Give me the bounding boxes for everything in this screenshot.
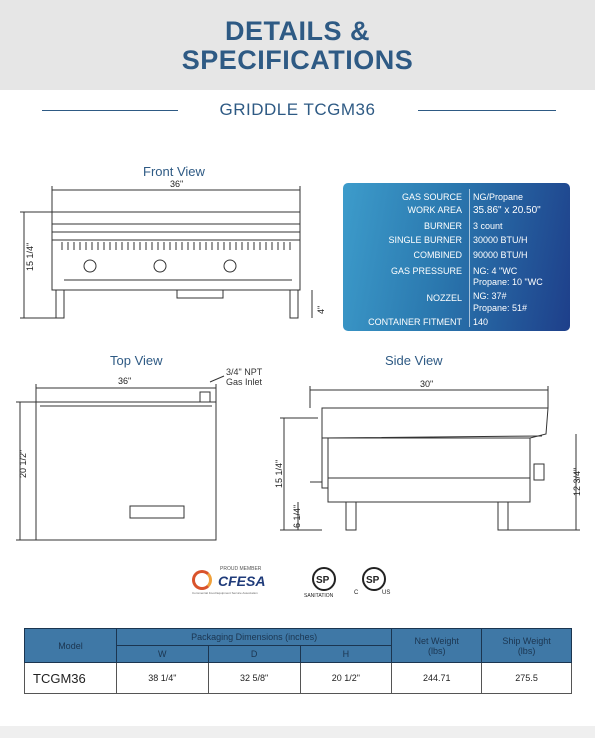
csa-c-mark: C [354, 590, 359, 596]
side-height-right-dim: 12 3/4" [572, 467, 582, 496]
csa-us-logo [354, 566, 394, 600]
footer-band [0, 726, 595, 738]
spec-label-work-area: WORK AREA [407, 205, 462, 215]
side-view-label: Side View [385, 353, 443, 368]
spec-label-nozzel: NOZZEL [426, 293, 462, 303]
cell-h: 20 1/2" [300, 663, 392, 694]
spec-value-single-burner: 30000 BTU/H [473, 235, 528, 245]
cfesa-swirl-icon [192, 570, 212, 590]
header-net-weight-line2: (lbs) [427, 645, 446, 656]
side-view-drawing [262, 378, 590, 544]
table-header-row [25, 629, 572, 646]
spec-label-single-burner: SINGLE BURNER [388, 235, 462, 245]
spec-value-gas-pressure-propane: Propane: 10 "WC [473, 277, 543, 287]
top-depth-dim: 20 1/2" [18, 449, 28, 478]
top-view-label: Top View [110, 353, 163, 368]
spec-label-burner: BURNER [423, 221, 462, 231]
subtitle-prefix: GRIDDLE T [219, 100, 315, 119]
front-view-label: Front View [143, 164, 205, 179]
top-view-drawing [10, 372, 232, 544]
spec-panel [343, 183, 570, 331]
cell-model: TCGM36 [25, 663, 117, 694]
spec-value-gas-source: NG/Propane [473, 192, 524, 202]
spec-value-combined: 90000 BTU/H [473, 250, 528, 260]
cfesa-tagline: Commercial Food Equipment Service Association [192, 591, 258, 595]
spec-value-nozzel-propane: Propane: 51# [473, 303, 528, 313]
cfesa-proud-member: PROUD MEMBER [220, 566, 262, 572]
cfesa-wordmark: CFESA [218, 573, 266, 589]
cfesa-logo [192, 566, 292, 598]
front-leg-dim: 4" [316, 305, 326, 314]
header-model: Model [25, 629, 117, 663]
header-ship-weight [482, 629, 572, 663]
spec-value-burner: 3 count [473, 221, 503, 231]
header-packaging: Packaging Dimensions (inches) [116, 629, 391, 646]
cell-ship-weight: 275.5 [482, 663, 572, 694]
header-net-weight [392, 629, 482, 663]
spec-label-combined: COMBINED [413, 250, 462, 260]
table-row [25, 663, 572, 694]
spec-value-nozzel-ng: NG: 37# [473, 291, 507, 301]
header-net-weight-line1: Net Weight [414, 635, 459, 646]
front-width-dim: 36" [170, 180, 184, 189]
side-leg-dim: 6 1/4" [292, 504, 302, 528]
packaging-table [24, 628, 572, 694]
side-height-dim: 15 1/4" [274, 459, 284, 488]
header-ship-weight-line2: (lbs) [517, 645, 536, 656]
spec-label-container-fitment: CONTAINER FITMENT [368, 317, 462, 327]
subtitle-model: CGM36 [314, 100, 376, 119]
top-width-dim: 36" [118, 376, 132, 386]
csa-us-mark: US [382, 590, 391, 596]
page-title-line2: SPECIFICATIONS [181, 45, 414, 75]
header-d: D [208, 646, 300, 663]
header-ship-weight-line1: Ship Weight [502, 635, 551, 646]
spec-divider [469, 189, 470, 327]
cell-d: 32 5/8" [208, 663, 300, 694]
page-title-line1: DETAILS & [225, 16, 370, 46]
front-view-drawing [12, 180, 342, 330]
spec-value-container-fitment: 140 [473, 317, 489, 327]
front-height-dim: 15 1/4" [25, 242, 35, 271]
csa-sanitation-label: SANITATION [304, 593, 334, 599]
header-h: H [300, 646, 392, 663]
svg-text:SP: SP [316, 575, 330, 586]
gas-inlet-label: Gas Inlet [226, 377, 263, 387]
cell-w: 38 1/4" [116, 663, 208, 694]
side-depth-dim: 30" [420, 379, 434, 389]
csa-us-icon [358, 566, 390, 592]
spec-value-work-area: 35.86" x 20.50" [473, 205, 541, 216]
csa-sanitation-icon [308, 566, 340, 592]
header-w: W [116, 646, 208, 663]
csa-sanitation-logo [304, 566, 344, 600]
gas-inlet-size: 3/4" NPT [226, 367, 263, 377]
subtitle-rule-right [418, 110, 556, 111]
spec-label-gas-source: GAS SOURCE [401, 192, 462, 202]
cell-net-weight: 244.71 [392, 663, 482, 694]
svg-text:SP: SP [366, 575, 380, 586]
spec-label-gas-pressure: GAS PRESSURE [390, 266, 462, 276]
spec-value-gas-pressure-ng: NG: 4 "WC [473, 266, 518, 276]
